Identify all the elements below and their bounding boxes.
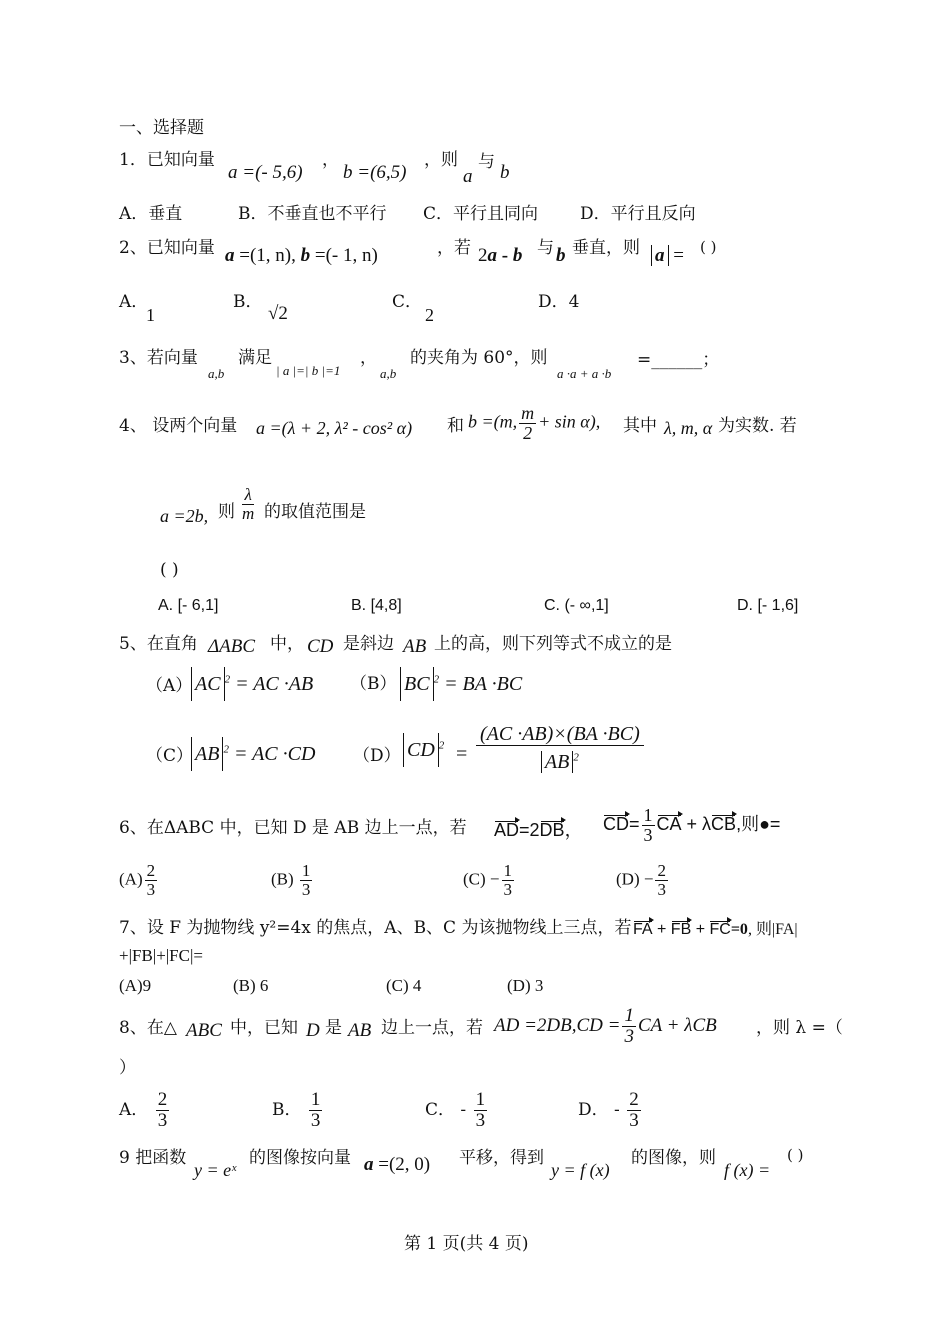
- q4-then: 则: [218, 502, 235, 522]
- q5-cd: CD: [307, 636, 334, 657]
- q1-b-expr: b =(6,5): [343, 162, 407, 183]
- q3-ab2: a,b: [380, 366, 397, 381]
- q5-c-label: （C）: [146, 746, 194, 766]
- q6-a-lab: (A): [119, 869, 143, 889]
- q6-option-a: [119, 862, 159, 899]
- q6-option-d: [616, 862, 670, 899]
- q2-a-bold: a: [225, 245, 235, 266]
- q7-fa: FA: [633, 921, 653, 938]
- q3-comma: ，: [360, 348, 377, 368]
- q5-d-abs: CD: [403, 733, 439, 767]
- q6-d-num: 2: [657, 861, 666, 880]
- q6-a-num: 2: [146, 861, 156, 880]
- q8-c-num: 1: [475, 1089, 486, 1110]
- q6-d-lab: (D) −: [616, 869, 654, 889]
- q6-vectors-2: [603, 806, 780, 845]
- q5-b-label: （B）: [350, 674, 397, 694]
- q1-mid: ，则: [424, 150, 458, 170]
- q1-option-b: B．不垂直也不平行: [238, 204, 387, 224]
- q5-tail: 上的高，则下列等式不成立的是: [434, 634, 672, 654]
- section-title: 一、选择题: [119, 118, 204, 138]
- q8-bian: 边上一点，若: [381, 1018, 483, 1038]
- q6-tail: ,则●=: [736, 814, 781, 835]
- q1-option-d: D．平行且反向: [580, 204, 696, 224]
- q6-eq2: =2: [519, 820, 540, 840]
- q9-tail: 的图像，则: [631, 1148, 716, 1168]
- q9-prefix: 9 把函数: [119, 1148, 187, 1168]
- q6-option-b: [271, 862, 314, 899]
- q4-option-b: B. [4,8]: [351, 597, 402, 614]
- q8-shi: 是: [325, 1018, 342, 1038]
- q5-a-sq: 2: [224, 673, 231, 686]
- q5-b-rest: = BA ·BC: [444, 673, 523, 695]
- q6-vectors-1: [494, 820, 583, 842]
- q7-zero: =0: [730, 921, 748, 938]
- q3-cond: | a |=| b |=1: [276, 363, 341, 378]
- q2-expression: [478, 245, 522, 268]
- q1-sep: ，: [322, 150, 339, 170]
- q5-d-sq: 2: [438, 739, 445, 752]
- q4-option-d: D. [- 1,6]: [737, 597, 799, 614]
- q2-expr-minus: -: [497, 245, 513, 266]
- q8-d-lab: D． -: [578, 1099, 620, 1120]
- q5-b-sq: 2: [433, 673, 440, 686]
- q4-tail2: 为实数. 若: [718, 416, 797, 436]
- q9-y-expr: y = eˣ: [194, 1160, 237, 1180]
- q2-vectors: [225, 245, 378, 268]
- q4-b-num: m: [521, 403, 535, 423]
- q8-d: D: [306, 1020, 320, 1041]
- q8-tail: ，则 λ =（: [756, 1018, 843, 1038]
- q2-option-b-label: B．: [233, 292, 263, 312]
- q2-option-a-value: 1: [146, 305, 155, 325]
- q5-option-a: [191, 672, 313, 696]
- question-1: [119, 150, 215, 170]
- q2-b-bold: b: [300, 245, 311, 266]
- q6-c-num: 1: [503, 861, 512, 880]
- q6-ad: AD: [494, 820, 520, 840]
- q5-d-num: (AC ·AB)×(BA ·BC): [476, 724, 644, 746]
- q4-range: 的取值范围是: [264, 502, 366, 522]
- q5-a-rest: = AC ·AB: [235, 673, 314, 695]
- q2-option-c-label: C．: [392, 292, 423, 312]
- q4-prefix: 4、 设两个向量: [119, 416, 238, 436]
- q6-d-den: 3: [657, 879, 666, 899]
- q1-b: b: [500, 162, 510, 183]
- q5-a-label: （A）: [146, 676, 193, 696]
- q6-f-num: 1: [643, 805, 653, 825]
- q7-fc: FC: [709, 921, 731, 938]
- q4-vars: λ, m, α: [664, 418, 713, 438]
- q8-c-lab: C． -: [425, 1099, 467, 1120]
- q8-f-den: 3: [624, 1025, 634, 1047]
- q8-b-num: 1: [310, 1089, 321, 1110]
- q3-angle: 的夹角为 60°，则: [410, 348, 548, 368]
- q6-option-c: [463, 862, 516, 899]
- q4-f-num: λ: [244, 485, 252, 504]
- q6-a-den: 3: [146, 879, 156, 899]
- q1-option-a: A．垂直: [119, 204, 183, 224]
- q6-b-lab: (B): [271, 869, 294, 889]
- q4-and: 和: [447, 416, 464, 436]
- q8-d-den: 3: [629, 1109, 639, 1131]
- q6-eq: =: [629, 814, 640, 835]
- q2-abs: [651, 245, 684, 268]
- q5-zhong: 中，: [270, 634, 304, 654]
- q6-prefix: 6、在ΔABC 中，已知 D 是 AB 边上一点，若: [119, 818, 467, 838]
- q7-fb: FB: [670, 921, 692, 938]
- q7-option-a: (A)9: [119, 976, 152, 995]
- q7-line2: +|FB|+|FC|=: [119, 946, 203, 965]
- q8-a-lab: A．: [119, 1099, 149, 1120]
- q2-ruo: ，若: [437, 238, 471, 258]
- q4-f-den: m: [242, 503, 255, 523]
- q8-close: ）: [119, 1058, 136, 1078]
- q5-option-d-lhs: [403, 738, 444, 762]
- q8-prefix: 8、在△: [119, 1018, 177, 1038]
- q4-fraction: [238, 486, 258, 523]
- q8-expr: AD =2DB,CD =: [494, 1014, 621, 1036]
- q8-option-c: [425, 1090, 489, 1131]
- q5-option-b: [400, 672, 522, 696]
- page-footer: 第 1 页(共 4 页): [404, 1234, 529, 1254]
- q8-c-den: 3: [475, 1109, 486, 1131]
- q5-c-abs: AB: [191, 737, 223, 771]
- q2-a-rest: =(1, n),: [234, 245, 296, 266]
- q8-abc: ABC: [186, 1020, 222, 1041]
- q4-b-vector: [468, 404, 600, 443]
- q6-b-den: 3: [301, 879, 311, 899]
- q9-vec: =(2, 0): [373, 1154, 431, 1175]
- q5-triangle: ΔABC: [208, 636, 256, 657]
- q6-b-num: 1: [301, 861, 311, 880]
- q5-c-rest: = AC ·CD: [233, 743, 316, 765]
- q2-option-d: D．4: [538, 292, 580, 312]
- q6-c-lab: (C) −: [463, 869, 500, 889]
- q8-option-b: [272, 1090, 324, 1131]
- q2-abs-a: a: [651, 245, 669, 266]
- q8-option-a: [119, 1090, 171, 1131]
- q4-b-post: + sin α),: [538, 411, 601, 432]
- q6-cb: CB: [711, 814, 737, 835]
- q6-comma: ，: [564, 820, 583, 840]
- q5-a-abs: AC: [191, 667, 225, 701]
- q8-b-lab: B．: [272, 1099, 302, 1120]
- q5-prefix: 5、在直角: [119, 634, 198, 654]
- q1-option-c: C．平行且同向: [423, 204, 539, 224]
- q6-plus: + λ: [681, 814, 712, 835]
- q2-b2: b: [556, 245, 566, 266]
- q6-c-den: 3: [503, 879, 512, 899]
- q2-expr-a: a: [487, 245, 497, 266]
- q8-a-den: 3: [157, 1109, 168, 1131]
- q7-option-b: (B) 6: [233, 976, 269, 995]
- q3-blank: =______；: [637, 350, 720, 370]
- q4-tail: 其中: [623, 416, 657, 436]
- q8-d-num: 2: [629, 1089, 639, 1110]
- q8-b-den: 3: [310, 1109, 321, 1131]
- q2-option-a-label: A．: [119, 292, 149, 312]
- q5-option-d-frac: [474, 724, 646, 773]
- q9-vector: [364, 1154, 430, 1177]
- q9-paren: ( ): [787, 1146, 804, 1164]
- q9-a-bold: a: [364, 1154, 374, 1175]
- q5-d-den: AB: [541, 751, 573, 773]
- q4-paren: ( ): [160, 560, 179, 580]
- q4-cond: a =2b,: [160, 506, 209, 526]
- q8-expr2: CA + λCB: [637, 1014, 717, 1036]
- q1-a: a: [463, 166, 473, 187]
- q5-d-den-sq: 2: [573, 751, 579, 764]
- q2-eq: =: [668, 245, 684, 266]
- q7-option-d: (D) 3: [507, 976, 544, 995]
- q2-expr-2: 2: [478, 245, 488, 266]
- q6-ca: CA: [656, 814, 682, 835]
- q7-prefix: 7、设 F 为抛物线 y²=4x 的焦点，A、B、C 为该抛物线上三点，若: [119, 918, 632, 938]
- q2-b-rest: =(- 1, n): [310, 245, 378, 266]
- q5-ab: AB: [403, 636, 427, 657]
- q8-a-num: 2: [157, 1089, 168, 1110]
- q7-option-c: (C) 4: [386, 976, 422, 995]
- q1-prefix: 1．已知向量: [119, 150, 215, 170]
- q5-d-label: （D）: [353, 746, 401, 766]
- q2-paren: ( ): [700, 238, 717, 256]
- q9-shift: 平移，得到: [459, 1148, 544, 1168]
- q7-tail: , 则|FA|: [747, 921, 798, 938]
- q4-a-expr: a =(λ + 2, λ² - cos² α): [256, 418, 413, 438]
- q2-perp: 垂直，则: [572, 238, 640, 258]
- q3-manzu: 满足: [238, 348, 272, 368]
- q5-shi: 是斜边: [343, 634, 394, 654]
- q4-option-a: A. [- 6,1]: [158, 597, 219, 614]
- q3-ab: a,b: [208, 366, 225, 381]
- q2-prefix: 2、已知向量: [119, 238, 215, 258]
- q1-a-expr: a =(- 5,6): [228, 162, 303, 183]
- q4-b-pre: b =(m,: [468, 411, 518, 432]
- q6-db: DB: [539, 820, 565, 840]
- q4-b-den: 2: [523, 422, 533, 443]
- q5-c-sq: 2: [223, 743, 229, 756]
- q2-expr-b: b: [512, 245, 523, 266]
- q5-option-c: [191, 742, 315, 766]
- q2-yu: 与: [537, 238, 554, 258]
- q8-zhong: 中，已知: [230, 1018, 298, 1038]
- q2-option-b-value: √2: [268, 303, 288, 324]
- q5-option-d-eq: =: [456, 743, 468, 765]
- q1-yu: 与: [478, 152, 495, 172]
- q9-f-expr: y = f (x): [551, 1160, 610, 1180]
- q9-mid: 的图像按向量: [249, 1148, 351, 1168]
- q5-b-abs: BC: [400, 667, 434, 701]
- q8-expression: [494, 1006, 717, 1047]
- q6-cd: CD: [603, 814, 629, 835]
- q8-option-d: [578, 1090, 643, 1131]
- q3-prefix: 3、若向量: [119, 348, 198, 368]
- q2-option-c-value: 2: [425, 305, 434, 325]
- q6-f-den: 3: [643, 824, 653, 845]
- q3-expr: a ·a + a ·b: [557, 366, 612, 381]
- q8-ab: AB: [348, 1020, 372, 1041]
- q4-option-c: C. (- ∞,1]: [544, 597, 609, 614]
- q9-f2: f (x) =: [724, 1160, 771, 1180]
- q8-f-num: 1: [624, 1005, 634, 1026]
- q7-vectors: FA + FB + FC=0, 则|FA|: [633, 921, 798, 938]
